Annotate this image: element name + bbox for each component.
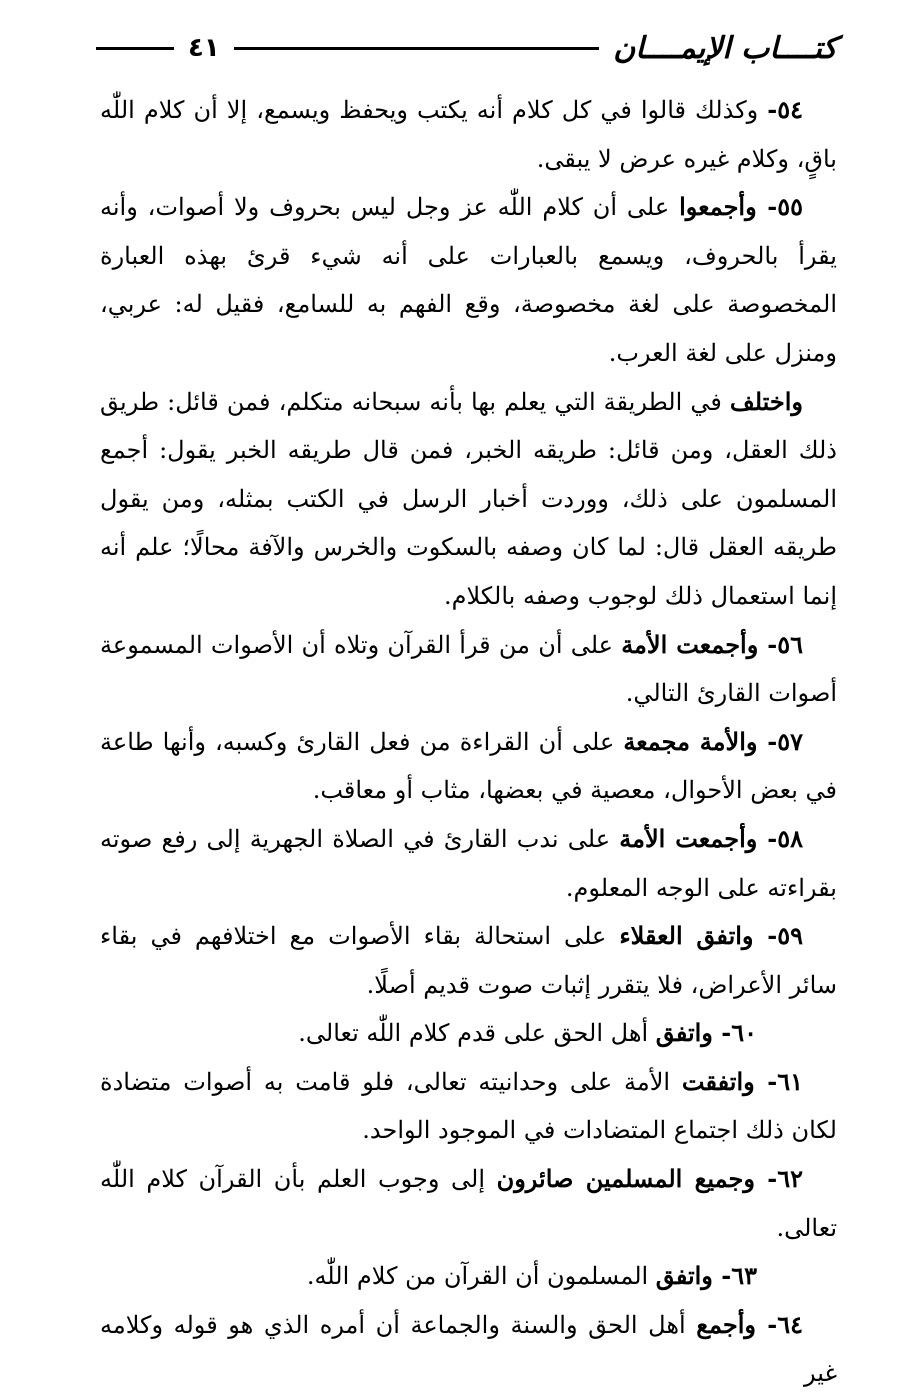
running-title: كتــــاب الإيمــــان: [613, 30, 837, 66]
paragraph-62: ٦٢- وجميع المسلمين صائرون إلى وجوب العلم بأن القرآن كلام اللّٰه تعالى.: [100, 1164, 837, 1242]
paragraph-57: ٥٧- والأمة مجمعة على أن القراءة من فعل القارئ وكسبه، وأنها طاعة في بعض الأحوال، معصية في بعضها، مثاب أو معاقب.: [100, 726, 837, 805]
paragraph-54: ٥٤- وكذلك قالوا في كل كلام أنه يكتب ويحفظ ويسمع، إلا أن كلام اللّٰه باقٍ، وكلام غيره عرض لا يبقى.: [100, 95, 837, 173]
page-body: [100, 86, 837, 1388]
paragraph-63: ٦٣- واتفق المسلمون أن القرآن من كلام اللّٰه.: [306, 1261, 757, 1291]
paragraph-61: ٦١- واتفقت الأمة على وحدانيته تعالى، فلو قامت به أصوات متضادة لكان ذلك اجتماع المتضادات في الموجود الواحد.: [100, 1066, 837, 1145]
paragraph-60: ٦٠- واتفق أهل الحق على قدم كلام اللّٰه تعالى.: [298, 1018, 757, 1048]
paragraph-64: ٦٤- وأجمع أهل الحق والسنة والجماعة أن أمره الذي هو قوله وكلامه غير: [100, 1309, 837, 1388]
paragraph-58: ٥٨- وأجمعت الأمة على ندب القارئ في الصلاة الجهرية إلى رفع صوته بقراءته على الوجه المعلوم.: [100, 823, 837, 902]
paragraph-ikhtalaf: واختلف في الطريقة التي يعلم بها بأنه سبحانه متكلم، فمن قائل: طريق ذلك العقل، ومن قائل: طريقه الخبر، فمن قال طريقه الخبر يقول: أجمع المسلمون على ذلك، ووردت أخبار الرسل في الكتب بمثله، ومن يقول طريقه العقل قال: لما كان وصفه بالسكوت والخرس والآفة محالًا؛ علم أنه إنما استعمال ذلك لوجوب وصفه بالكلام.: [100, 386, 837, 610]
page-header: [96, 22, 837, 74]
paragraph-59: ٥٩- واتفق العقلاء على استحالة بقاء الأصوات مع اختلافهم في بقاء سائر الأعراض، فلا يتقرر إثبات صوت قديم أصلًا.: [100, 921, 837, 999]
paragraph-55: ٥٥- وأجمعوا على أن كلام اللّٰه عز وجل ليس بحروف ولا أصوات، وأنه يقرأ بالحروف، ويسمع بالعبارات على أنه شيء قرئ بهذه العبارة المخصوصة على لغة مخصوصة، وقع الفهم به للسامع، فقيل له: عربي، ومنزل على لغة العرب.: [100, 192, 837, 367]
page-number: ٤١: [188, 33, 220, 63]
header-rule-short: [96, 47, 174, 50]
paragraph-56: ٥٦- وأجمعت الأمة على أن من قرأ القرآن وتلاه أن الأصوات المسموعة أصوات القارئ التالي.: [100, 629, 837, 708]
header-rule: [234, 47, 599, 50]
